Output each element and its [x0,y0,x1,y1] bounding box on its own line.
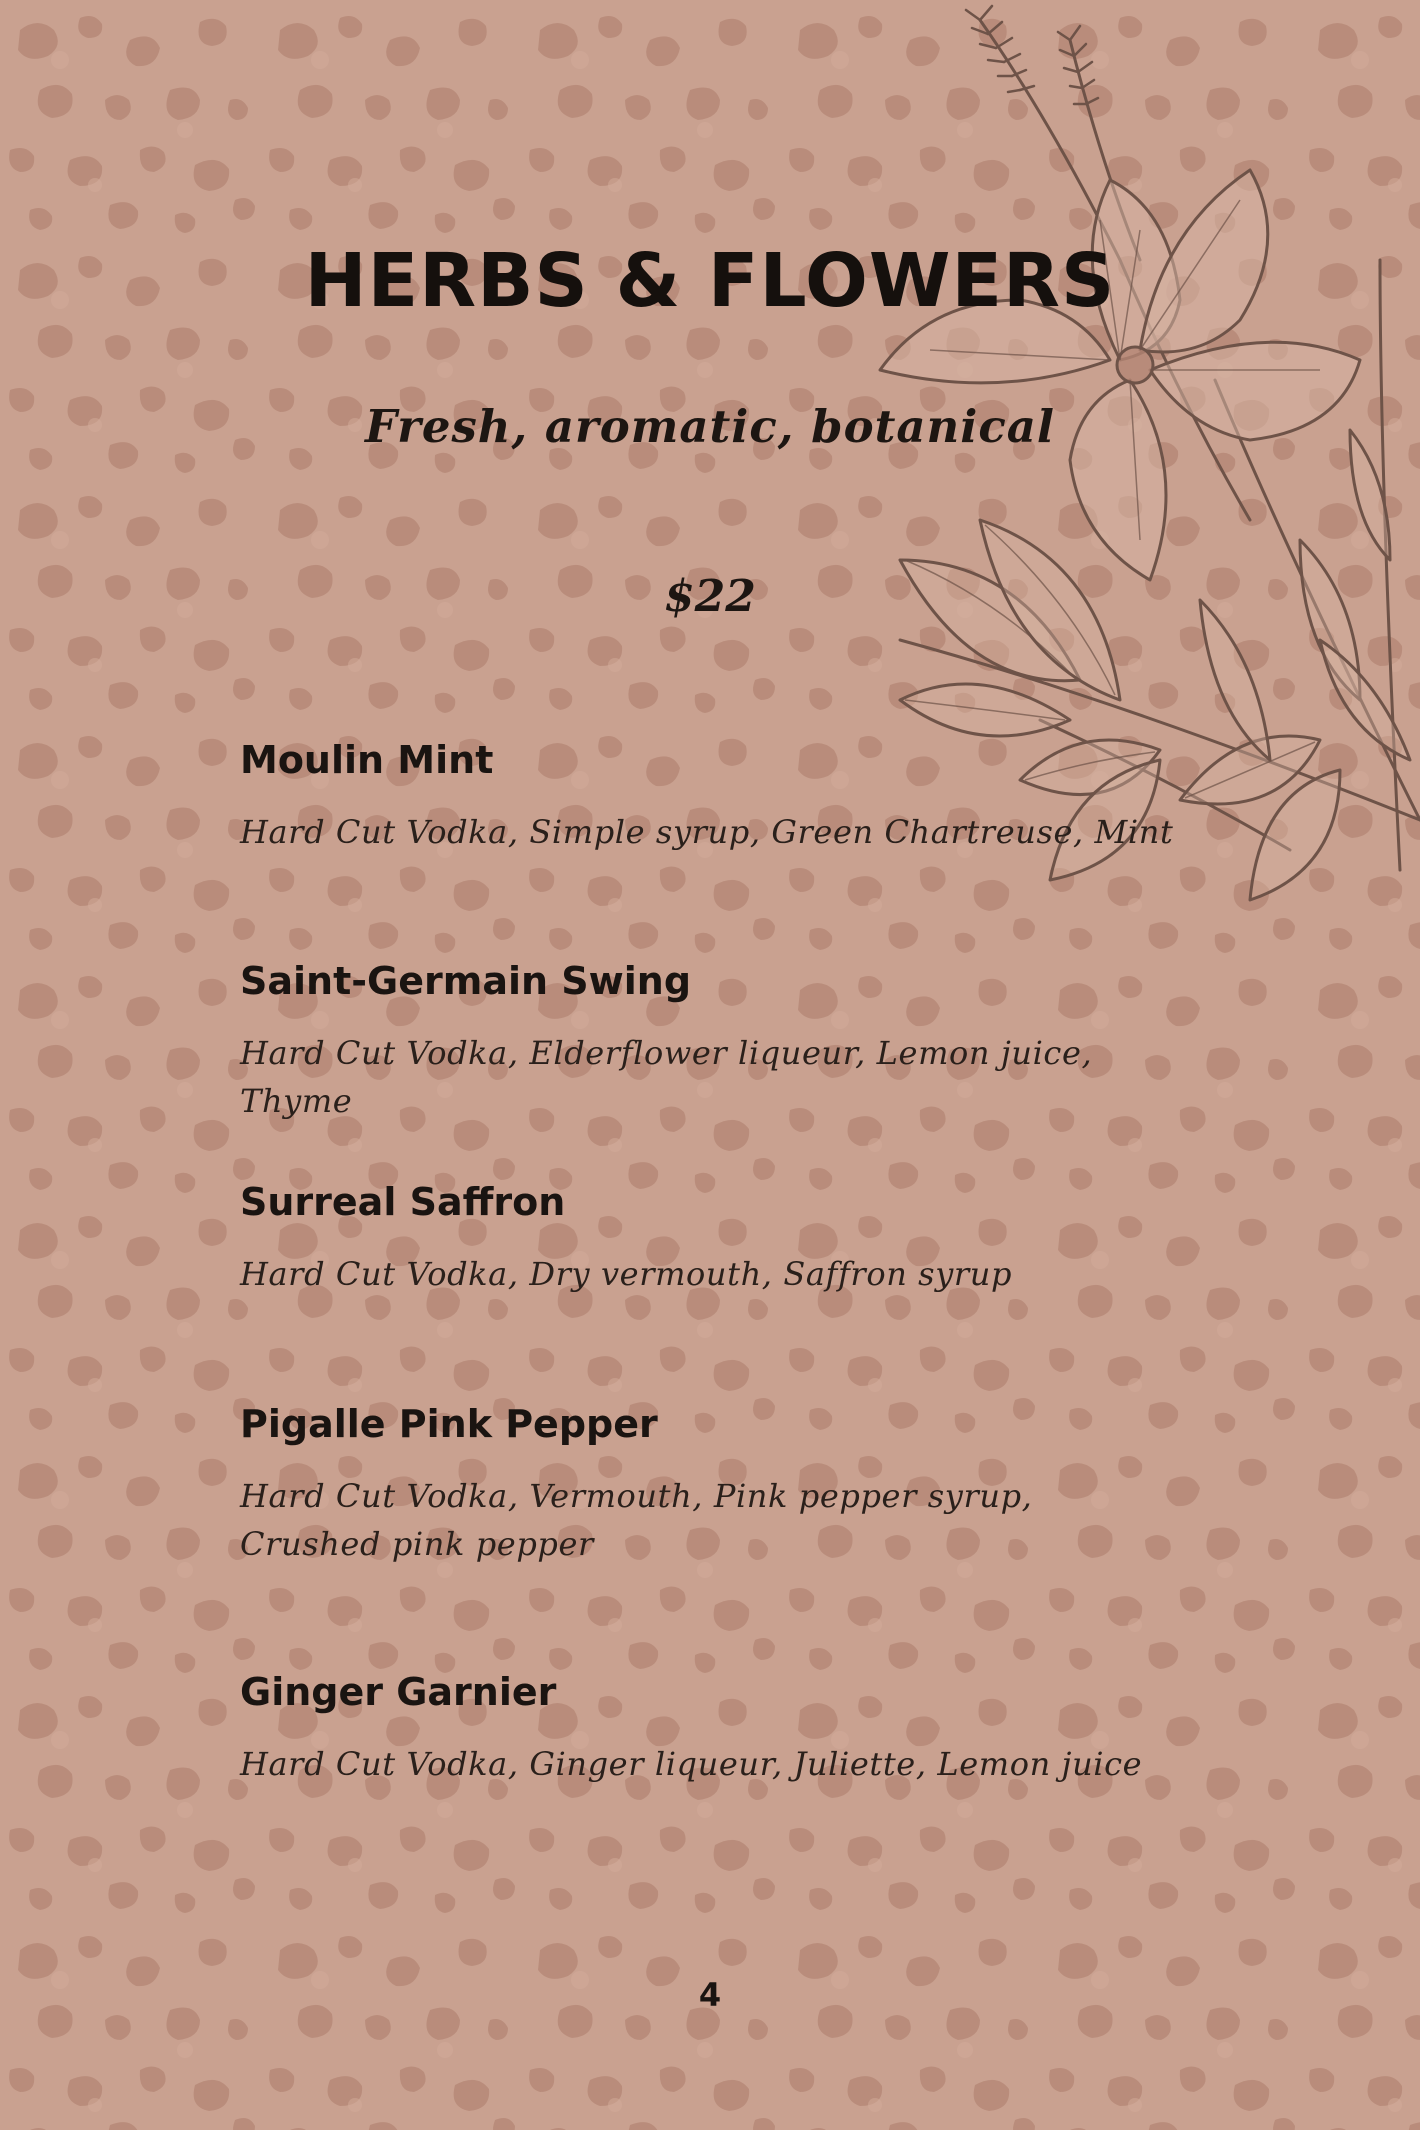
item-description: Hard Cut Vodka, Vermouth, Pink pepper syrup, Crushed pink pepper [240,1477,1033,1563]
menu-subtitle: Fresh, aromatic, botanical [364,400,1056,453]
item-description: Hard Cut Vodka, Simple syrup, Green Chartreuse, Mint [240,813,1174,851]
menu-item [240,1400,1180,1568]
item-description: Hard Cut Vodka, Dry vermouth, Saffron syrup [240,1255,1013,1293]
item-name: Surreal Saffron [240,1180,566,1224]
item-name: Saint-Germain Swing [240,959,692,1003]
menu-price: $22 [664,571,756,622]
menu-item [240,1668,1180,1788]
menu-item [240,957,1180,1125]
item-name: Ginger Garnier [240,1670,557,1714]
item-description: Hard Cut Vodka, Elderflower liqueur, Lemon juice, Thyme [240,1034,1093,1120]
menu-item [240,736,1180,856]
item-description: Hard Cut Vodka, Ginger liqueur, Juliette, Lemon juice [240,1745,1143,1783]
page-number: 4 [698,1976,722,2014]
menu-title: HERBS & FLOWERS [304,238,1116,324]
item-name: Moulin Mint [240,738,494,782]
item-name: Pigalle Pink Pepper [240,1402,658,1446]
menu-item [240,1178,1180,1298]
